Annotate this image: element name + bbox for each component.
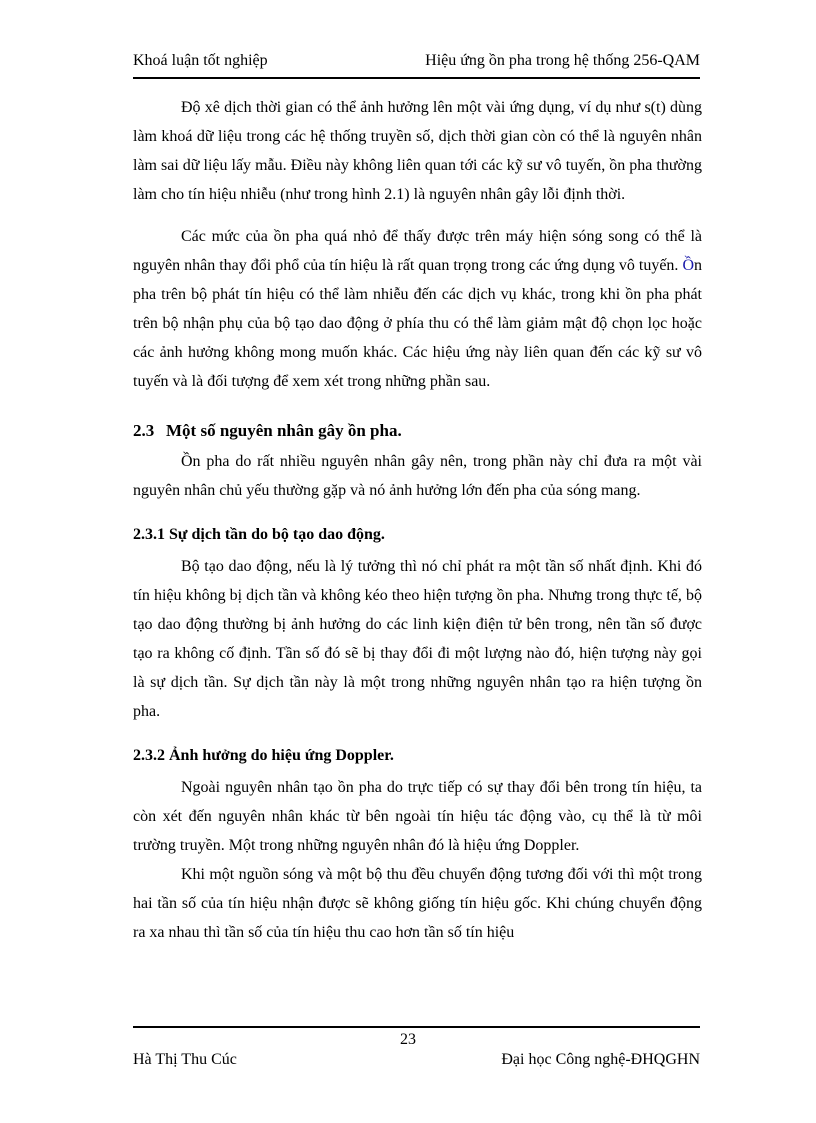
footer-university: Đại học Công nghệ-ĐHQGHN: [501, 1051, 700, 1068]
page-number: 23: [400, 1031, 416, 1048]
subsection-heading-doppler: 2.3.2 Ảnh hưởng do hiệu ứng Doppler.: [133, 747, 394, 764]
header-topic-title: Hiệu ứng ồn pha trong hệ thống 256-QAM: [425, 52, 700, 69]
header-thesis-label: Khoá luận tốt nghiệp: [133, 52, 268, 69]
section-title: Một số nguyên nhân gây ồn pha.: [166, 421, 402, 440]
paragraph-text-start: Các mức của ồn pha quá nhỏ để thấy được trên máy hiện sóng song có thể là nguyên nhân thay đổi phổ của tín hiệu là rất quan trọng trong các ứng dụng vô tuyến.: [133, 228, 702, 274]
header-rule: [133, 77, 700, 79]
page-header: [133, 52, 700, 78]
highlighted-letter: Ồ: [682, 257, 694, 274]
subsection-heading-oscillator: 2.3.1 Sự dịch tần do bộ tạo dao động.: [133, 526, 385, 543]
page-body: [133, 93, 702, 947]
paragraph-oscillator-drift: Bộ tạo dao động, nếu là lý tưởng thì nó chỉ phát ra một tần số nhất định. Khi đó tín hiệu không bị dịch tần và không kéo theo hiện tượng ồn pha. Nhưng trong thực tế, bộ tạo dao động thường bị ảnh hưởng do các linh kiện điện tử bên trong, nên tần số được tạo ra không cố định. Tần số đó sẽ bị thay đổi đi một lượng nào đó, hiện tượng này gọi là sự dịch tần. Sự dịch tần này là một trong những nguyên nhân tạo ra hiện tượng ồn pha.: [133, 558, 702, 720]
paragraph-text-end: n pha trên bộ phát tín hiệu có thể làm nhiễu đến các dịch vụ khác, trong khi ồn pha phát trên bộ nhận phụ của bộ tạo dao động ở phía thu có thể làm giảm mật độ chọn lọc hoặc các ảnh hưởng không mong muốn khác. Các hiệu ứng này liên quan đến các kỹ sư vô tuyến và là đối tượng để xem xét trong những phần sau.: [133, 257, 702, 390]
footer-rule: [133, 1026, 700, 1028]
paragraph-phase-noise-levels: [133, 222, 702, 396]
footer-author: Hà Thị Thu Cúc: [133, 1051, 237, 1068]
section-heading: [133, 418, 702, 444]
paragraph-doppler-effect: Khi một nguồn sóng và một bộ thu đều chuyển động tương đối với thì một trong hai tần số của tín hiệu nhận được sẽ không giống tín hiệu gốc. Khi chúng chuyển động ra xa nhau thì tần số của tín hiệu thu cao hơn tần số tín hiệu: [133, 866, 702, 941]
paragraph-timing-shift: Độ xê dịch thời gian có thể ảnh hưởng lên một vài ứng dụng, ví dụ như s(t) dùng làm khoá dữ liệu trong các hệ thống truyền số, dịch thời gian còn có thể là nguyên nhân làm sai dữ liệu lấy mẫu. Điều này không liên quan tới các kỹ sư vô tuyến, ồn pha thường làm cho tín hiệu nhiễu (như trong hình 2.1) là nguyên nhân gây lỗi định thời.: [133, 99, 702, 203]
paragraph-external-causes: Ngoài nguyên nhân tạo ồn pha do trực tiếp có sự thay đổi bên trong tín hiệu, ta còn xét đến nguyên nhân khác từ bên ngoài tín hiệu tác động vào, cụ thể là từ môi trường truyền. Một trong những nguyên nhân đó là hiệu ứng Doppler.: [133, 779, 702, 854]
paragraph-causes-intro: Ồn pha do rất nhiều nguyên nhân gây nên, trong phần này chỉ đưa ra một vài nguyên nhân chủ yếu thường gặp và nó ảnh hưởng lớn đến pha của sóng mang.: [133, 453, 702, 499]
section-number: 2.3: [133, 421, 155, 440]
